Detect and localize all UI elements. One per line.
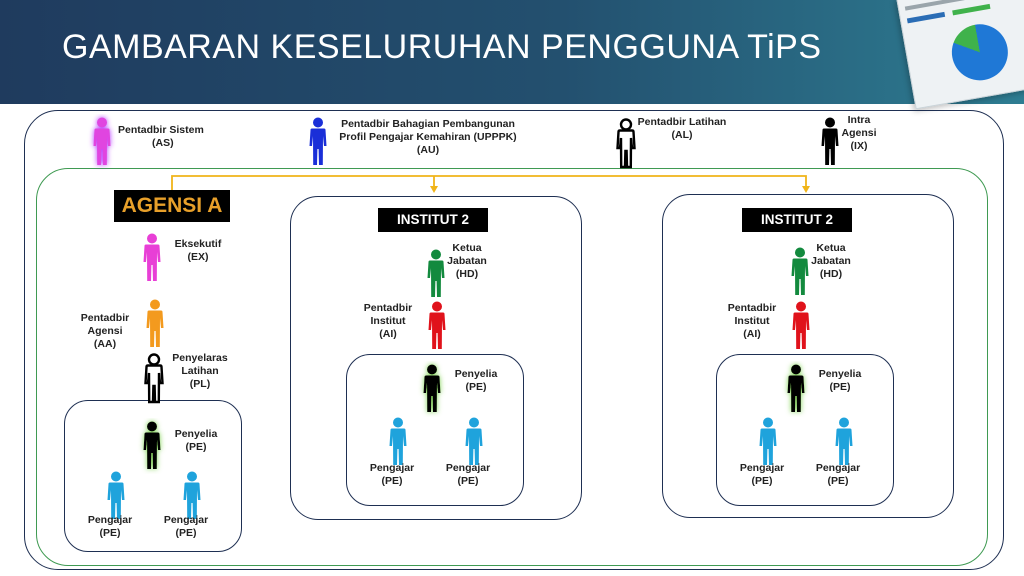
institut-1-pengajar-label-1: Pengajar (PE) [369,462,415,487]
eksekutif-icon [136,230,168,291]
institut-2-banner: INSTITUT 2 [742,208,852,232]
institut-2-penyelia-label: Penyelia (PE) [818,368,862,393]
institut-2-pengajar-label-1: Pengajar (PE) [739,462,785,487]
pentadbir-institut-label-2: Pentadbir Institut (AI) [727,302,777,340]
agensi-penyelia-icon [136,418,168,479]
ketua-jabatan-label-2: Ketua Jabatan (HD) [811,242,851,280]
institut-1-penyelia-label: Penyelia (PE) [454,368,498,393]
institut-1-pengajar-label-2: Pengajar (PE) [445,462,491,487]
institut-2-pengajar-label-2: Pengajar (PE) [815,462,861,487]
pentadbir-institut-icon-2 [785,298,817,359]
eksekutif-label: Eksekutif (EX) [174,238,222,263]
legend-ix-label: Intra Agensi (IX) [841,114,877,152]
agensi-pengajar-label-1: Pengajar (PE) [87,514,133,539]
penyelaras-latihan-label: Penyelaras Latihan (PL) [172,352,228,390]
agensi-penyelia-label: Penyelia (PE) [174,428,218,453]
agensi-banner: AGENSI A [114,190,230,222]
agensi-pengajar-label-2: Pengajar (PE) [163,514,209,539]
institut-1-penyelia-icon [416,361,448,422]
institut-2-penyelia-icon [780,361,812,422]
pentadbir-institut-icon [421,298,453,359]
pentadbir-sistem-icon [86,114,118,175]
pentadbir-institut-label: Pentadbir Institut (AI) [363,302,413,340]
pentadbir-agensi-icon [139,296,171,357]
ketua-jabatan-label: Ketua Jabatan (HD) [447,242,487,280]
legend-al-label: Pentadbir Latihan (AL) [637,116,727,141]
pentadbir-agensi-label: Pentadbir Agensi (AA) [80,312,130,350]
institut-1-banner: INSTITUT 2 [378,208,488,232]
legend-au-label: Pentadbir Bahagian Pembangunan Profil Pengajar Kemahiran (UPPPK) (AU) [339,118,517,156]
penyelaras-latihan-icon [138,351,170,412]
page-title: GAMBARAN KESELURUHAN PENGGUNA TiPS [62,28,822,66]
legend-as-label: Pentadbir Sistem (AS) [118,124,204,149]
